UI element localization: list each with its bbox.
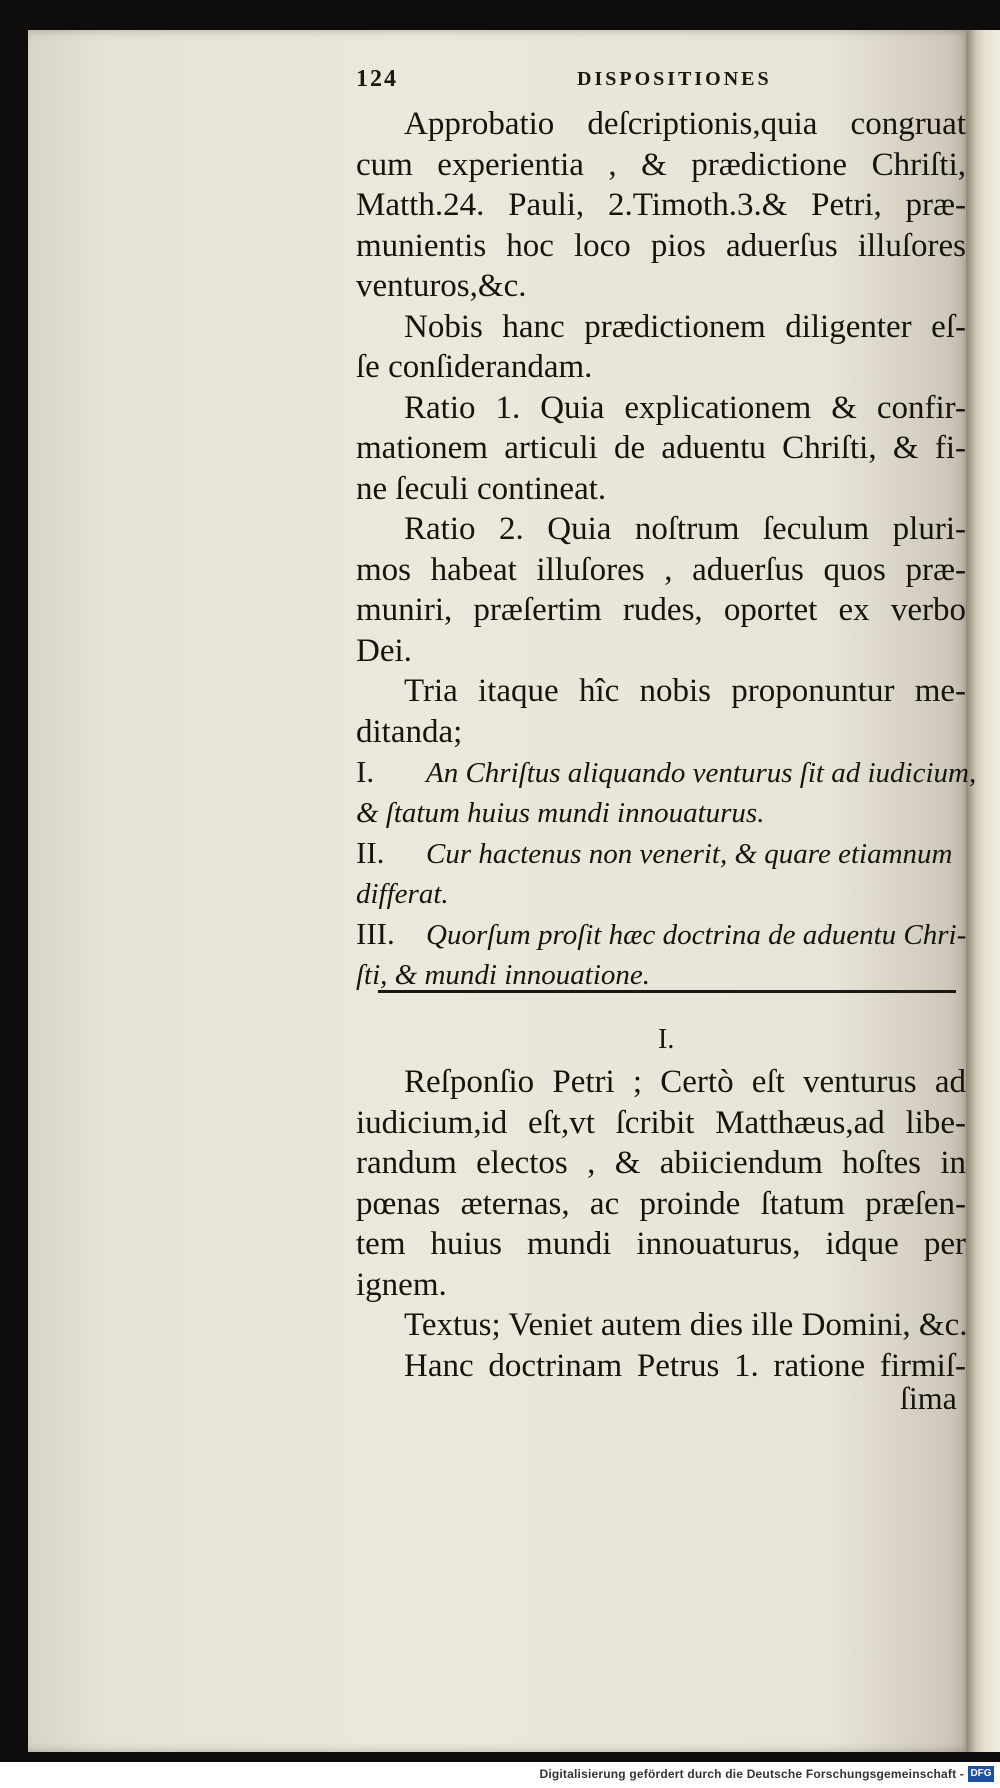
footer-bar xyxy=(0,1762,1000,1788)
text-line: mationem articuli de aduentu Chriſti, & fi- xyxy=(356,430,966,466)
text-line: muniri, præſertim rudes, oportet ex verbo xyxy=(356,592,966,628)
funding-credit: Digitalisierung gefördert durch die Deutsche Forschungsgemeinschaft - xyxy=(539,1767,964,1781)
list-item xyxy=(356,914,966,955)
text-line: venturos,&c. xyxy=(356,268,527,304)
text-line: munientis hoc loco pios aduerſus illuſores xyxy=(356,227,966,264)
item-text: ſti, & mundi innouatione. xyxy=(356,958,651,991)
text-line: ignem. xyxy=(356,1266,447,1303)
item-number: III. xyxy=(356,916,395,951)
text-line: Hanc doctrinam Petrus 1. ratione firmiſ- xyxy=(404,1347,966,1384)
item-text: & ſtatum huius mundi innouaturus. xyxy=(356,796,765,829)
text-line: tem huius mundi innouaturus, idque per xyxy=(356,1226,966,1262)
section-text xyxy=(356,1062,966,1386)
text-line: Matth.24. Pauli, 2.Timoth.3.& Petri, præ- xyxy=(356,187,966,223)
item-text: An Chriſtus aliquando venturus ſit ad iudicium, xyxy=(426,757,977,789)
text-line: mos habeat illuſores , aduerſus quos præ- xyxy=(356,551,966,588)
list-item xyxy=(356,752,977,793)
text-line: ditanda; xyxy=(356,713,463,750)
item-number: I. xyxy=(356,754,375,789)
section-number: I. xyxy=(658,1024,675,1055)
text-line: Reſponſio Petri ; Certò eſt venturus ad xyxy=(404,1064,966,1100)
running-header xyxy=(356,66,966,96)
text-line: randum electos , & abiiciendum hoſtes in xyxy=(356,1145,966,1181)
text-line: Textus; Veniet autem dies ille Domini, &c. xyxy=(404,1307,968,1343)
item-text: differat. xyxy=(356,877,449,910)
catchword: ſima xyxy=(900,1380,957,1416)
body-text xyxy=(356,104,977,995)
text-line: ſe conſiderandam. xyxy=(356,349,593,385)
text-line: Dei. xyxy=(356,632,412,669)
text-line: iudicium,id eſt,vt ſcribit Matthæus,ad libe- xyxy=(356,1104,966,1141)
item-text: Quorſum proſit hæc doctrina de aduentu Chri- xyxy=(426,919,967,951)
item-number: II. xyxy=(356,835,385,870)
text-line: Ratio 2. Quia noſtrum ſeculum pluri- xyxy=(404,511,966,547)
text-line: Ratio 1. Quia explicationem & confir- xyxy=(404,389,966,426)
text-line: pœnas æternas, ac proinde ſtatum præſen- xyxy=(356,1185,966,1222)
item-text: Cur hactenus non venerit, & quare etiamnum xyxy=(426,838,953,870)
text-line: Nobis hanc prædictionem diligenter eſ- xyxy=(404,308,966,345)
text-line: ne ſeculi contineat. xyxy=(356,470,607,507)
section-divider xyxy=(378,990,956,993)
page-edge xyxy=(966,30,1000,1752)
list-item xyxy=(356,833,966,874)
text-line: Tria itaque hîc nobis proponuntur me- xyxy=(404,673,966,709)
page-number: 124 xyxy=(356,66,398,92)
text-line: Approbatio deſcriptionis,quia congruat xyxy=(404,106,966,142)
dfg-logo: DFG xyxy=(968,1766,994,1782)
text-line: cum experientia , & prædictione Chriſti, xyxy=(356,146,966,183)
running-title: DISPOSITIONES xyxy=(577,68,772,90)
